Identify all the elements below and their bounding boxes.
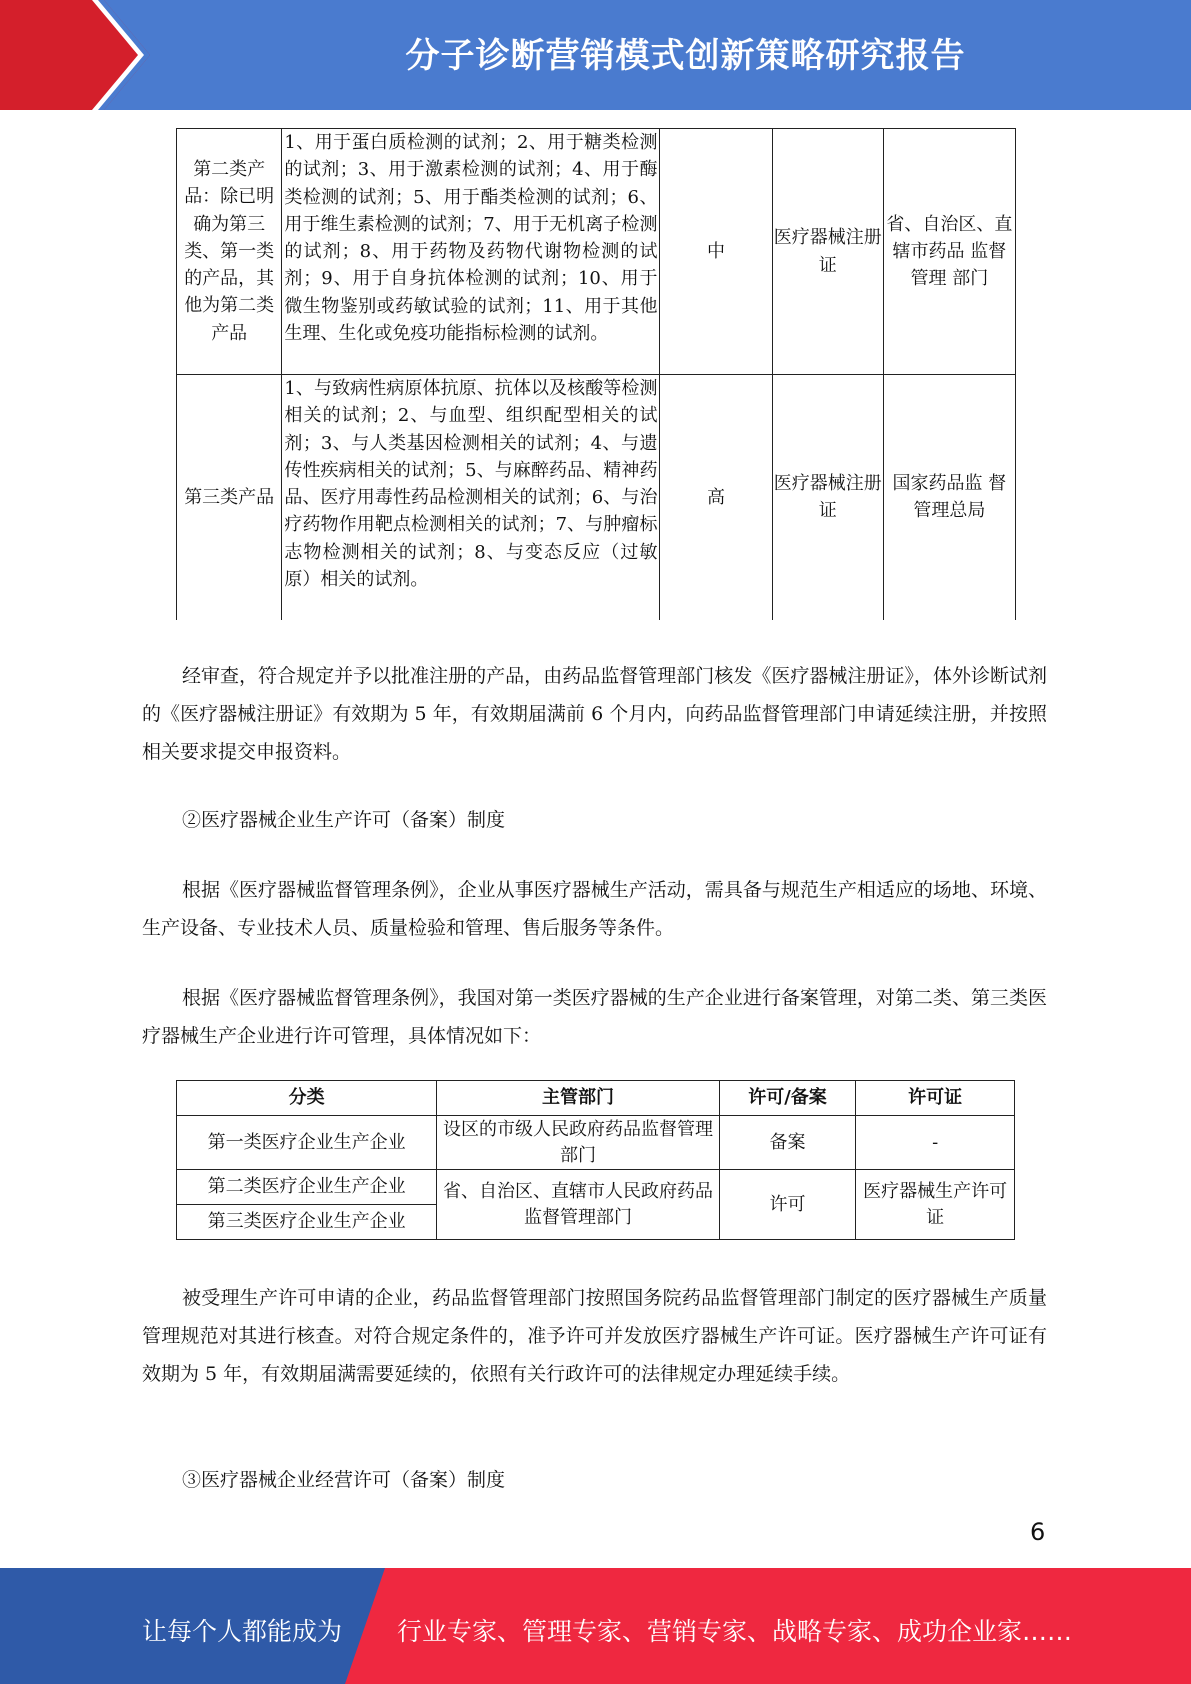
column-header: 分类 [177,1081,437,1116]
paragraph-license-review: 被受理生产许可申请的企业，药品监督管理部门按照国务院药品监督管理部门制定的医疗器械生产质量管理规范对其进行核查。对符合规定条件的，准予许可并发放医疗器械生产许可证。医疗器械生产许可证有效期为 5 年，有效期届满需要延续的，依照有关行政许可的法律规定办理延续手续。 [142,1287,1047,1385]
page-number: 6 [1030,1518,1046,1546]
footer-slogan-right: 行业专家、管理专家、营销专家、战略专家、成功企业家…… [397,1617,1073,1646]
table-cell: 备案 [719,1116,856,1170]
table-cell: 第二类医疗企业生产企业 [177,1170,437,1205]
table-cell: - [856,1116,1015,1170]
paragraph-production-conditions: 根据《医疗器械监督管理条例》，企业从事医疗器械生产活动，需具备与规范生产相适应的场地、环境、生产设备、专业技术人员、质量检验和管理、售后服务等条件。 [142,879,1047,939]
table-cell-authority: 国家药品监 督管理总局 [883,375,1015,620]
table-cell-certificate: 医疗器械注册证 [772,129,883,375]
table-cell: 设区的市级人民政府药品监督管理部门 [437,1116,719,1170]
reagent-classification-table [176,128,1016,620]
table-cell-risk: 高 [660,375,772,620]
header-arrow-decoration [0,0,160,110]
table-cell: 第一类医疗企业生产企业 [177,1116,437,1170]
table-cell-authority: 省、自治区、直辖市药品 监督管理 部门 [883,129,1015,375]
table-cell: 医疗器械生产许可证 [856,1170,1015,1240]
table-cell-risk: 中 [660,129,772,375]
column-header: 许可证 [856,1081,1015,1116]
paragraph-filing-management: 根据《医疗器械监督管理条例》，我国对第一类医疗器械的生产企业进行备案管理，对第二类、第三类医疗器械生产企业进行许可管理，具体情况如下： [142,987,1047,1047]
table-cell-category: 第三类产品 [177,375,282,620]
paragraph-registration: 经审查，符合规定并予以批准注册的产品，由药品监督管理部门核发《医疗器械注册证》，体外诊断试剂的《医疗器械注册证》有效期为 5 年，有效期届满前 6 个月内，向药品监督管理部门申请延续注册，并按照相关要求提交申报资料。 [142,665,1047,763]
column-header: 许可/备案 [719,1081,856,1116]
table-cell-category: 第二类产品：除已明确为第三类、第一类的产品，其他为第二类产品 [177,129,282,375]
table-cell-items: 1、与致病性病原体抗原、抗体以及核酸等检测相关的试剂；2、与血型、组织配型相关的试剂；3、与人类基因检测相关的试剂；4、与遗传性疾病相关的试剂；5、与麻醉药品、精神药品、医疗用毒性药品检测相关的试剂；6、与治疗药物作用靶点检测相关的试剂；7、与肿瘤标志物检测相关的试剂；8、与变态反应（过敏原）相关的试剂。 [282,375,660,620]
table-row [177,1116,1015,1170]
table-cell: 省、自治区、直辖市人民政府药品监督管理部门 [437,1170,719,1240]
section-heading-business-license: ③医疗器械企业经营许可（备案）制度 [182,1469,506,1491]
table-row [177,1170,1015,1205]
production-license-table [176,1080,1015,1240]
table-cell-certificate: 医疗器械注册证 [772,375,883,620]
page-header [0,0,1191,110]
table-row [177,129,1016,375]
table-row [177,375,1016,620]
table-cell: 许可 [719,1170,856,1240]
table-cell-items: 1、用于蛋白质检测的试剂；2、用于糖类检测的试剂；3、用于激素检测的试剂；4、用于酶类检测的试剂；5、用于酯类检测的试剂；6、用于维生素检测的试剂；7、用于无机离子检测的试剂；8、用于药物及药物代谢物检测的试剂；9、用于自身抗体检测的试剂；10、用于微生物鉴别或药敏试验的试剂；11、用于其他生理、生化或免疫功能指标检测的试剂。 [282,129,660,375]
footer-slogan-left: 让每个人都能成为 [142,1617,343,1646]
report-title: 分子诊断营销模式创新策略研究报告 [405,36,966,76]
table-cell: 第三类医疗企业生产企业 [177,1205,437,1240]
column-header: 主管部门 [437,1081,719,1116]
table-header-row [177,1081,1015,1116]
section-heading-production-license: ②医疗器械企业生产许可（备案）制度 [182,809,506,831]
